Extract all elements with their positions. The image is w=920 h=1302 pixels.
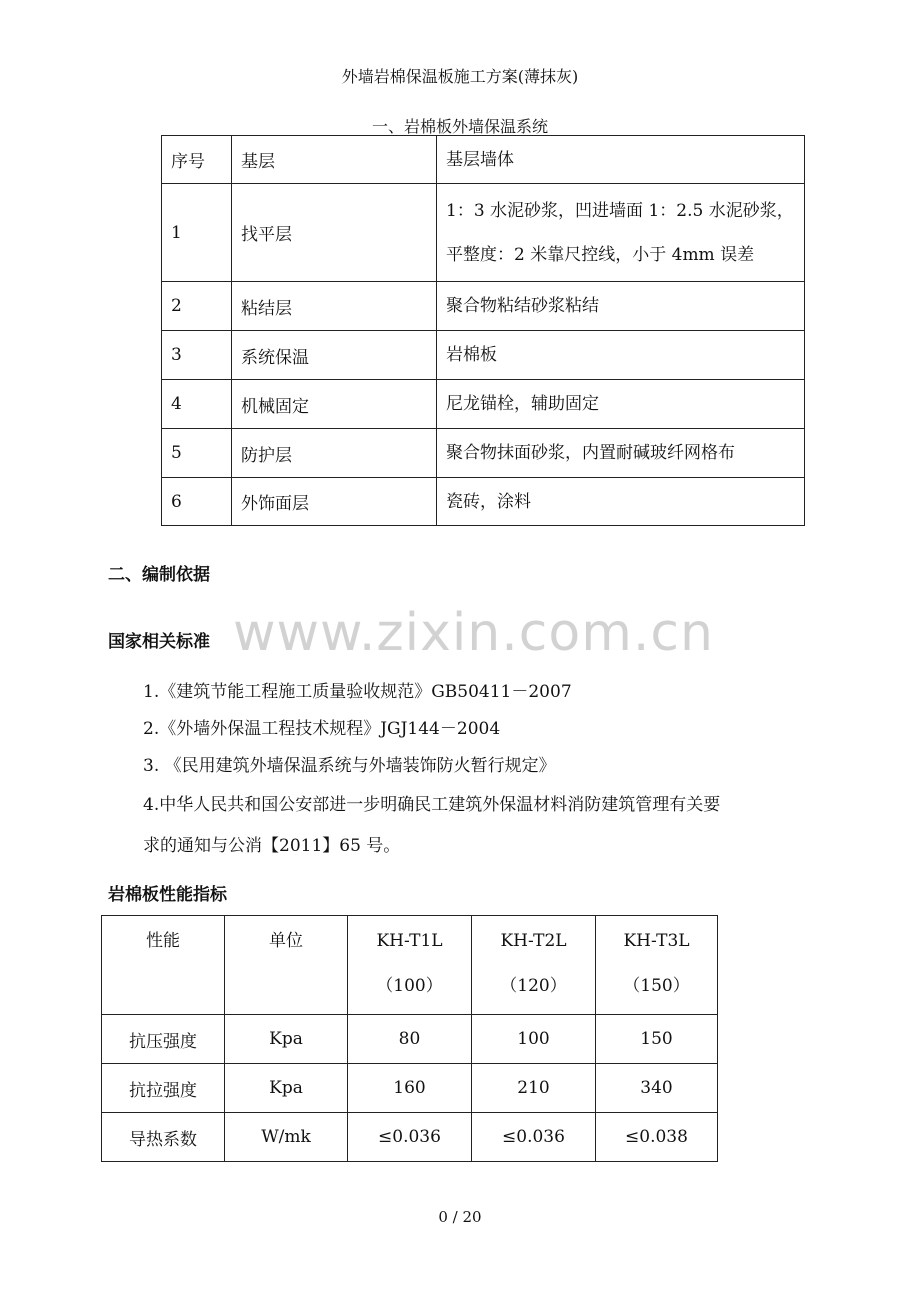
- row-desc-line: 1：3 水泥砂浆，凹进墙面 1：2.5 水泥砂浆，: [446, 200, 794, 221]
- table-row: [162, 380, 805, 429]
- row-desc: 聚合物抹面砂浆，内置耐碱玻纤网格布: [437, 429, 805, 478]
- table-row: [102, 1113, 718, 1162]
- row-layer: 粘结层: [232, 282, 437, 331]
- row-desc-line: 平整度：2 米靠尺控线，小于 4mm 误差: [446, 244, 755, 265]
- row-desc: [437, 184, 805, 282]
- unit-cell: Kpa: [225, 1015, 348, 1064]
- property-cell: 抗压强度: [102, 1015, 225, 1064]
- section2-title: 二、编制依据: [108, 565, 210, 585]
- page-number: 0 / 20: [438, 1208, 482, 1226]
- insulation-system-table: [161, 135, 805, 526]
- header-cell-text: KH-T2L: [500, 931, 567, 951]
- unit-cell: W/mk: [225, 1113, 348, 1162]
- header-cell-text: 单位: [269, 931, 303, 951]
- value-cell: 100: [472, 1015, 596, 1064]
- header-cell-text: KH-T1L: [376, 931, 443, 951]
- row-layer: 找平层: [232, 184, 437, 282]
- reference-item: 求的通知与公消【2011】65 号。: [143, 836, 401, 856]
- row-number: 6: [162, 478, 232, 526]
- document-title: 外墙岩棉保温板施工方案(薄抹灰): [341, 67, 579, 86]
- header-cell: [102, 916, 225, 1015]
- row-layer: 防护层: [232, 429, 437, 478]
- header-cell-sub: （100）: [376, 976, 443, 996]
- row-layer: 机械固定: [232, 380, 437, 429]
- value-cell: 80: [348, 1015, 472, 1064]
- table-row: [102, 1015, 718, 1064]
- row-layer: 系统保温: [232, 331, 437, 380]
- value-cell: 340: [596, 1064, 718, 1113]
- header-cell: 基层墙体: [437, 136, 805, 184]
- header-cell-text: KH-T3L: [623, 931, 690, 951]
- table-row: [162, 331, 805, 380]
- header-cell: 基层: [232, 136, 437, 184]
- row-number: 2: [162, 282, 232, 331]
- table-row: [162, 184, 805, 282]
- row-number: 5: [162, 429, 232, 478]
- table-header-row: [162, 136, 805, 184]
- header-cell: [596, 916, 718, 1015]
- header-cell: [225, 916, 348, 1015]
- row-desc: 瓷砖，涂料: [437, 478, 805, 526]
- header-cell: 序号: [162, 136, 232, 184]
- value-cell: ≤0.036: [472, 1113, 596, 1162]
- value-cell: 150: [596, 1015, 718, 1064]
- reference-item: 2.《外墙外保温工程技术规程》JGJ144－2004: [143, 719, 501, 739]
- row-number: 3: [162, 331, 232, 380]
- rockwool-performance-table: [101, 915, 718, 1162]
- header-cell-sub: （120）: [500, 976, 567, 996]
- row-desc: 聚合物粘结砂浆粘结: [437, 282, 805, 331]
- header-cell-sub: （150）: [623, 976, 690, 996]
- row-layer: 外饰面层: [232, 478, 437, 526]
- property-cell: 抗拉强度: [102, 1064, 225, 1113]
- section2-subtitle: 国家相关标准: [108, 632, 210, 652]
- value-cell: ≤0.038: [596, 1113, 718, 1162]
- reference-item: 3. 《民用建筑外墙保温系统与外墙装饰防火暂行规定》: [143, 756, 556, 776]
- row-desc: 岩棉板: [437, 331, 805, 380]
- value-cell: ≤0.036: [348, 1113, 472, 1162]
- reference-item: 1.《建筑节能工程施工质量验收规范》GB50411－2007: [143, 682, 572, 702]
- value-cell: 160: [348, 1064, 472, 1113]
- table-row: [102, 1064, 718, 1113]
- section1-title: 一、岩棉板外墙保温系统: [371, 117, 548, 136]
- table-row: [162, 429, 805, 478]
- table-row: [162, 282, 805, 331]
- header-cell-text: 性能: [146, 931, 180, 951]
- table-header-row: [102, 916, 718, 1015]
- row-desc: 尼龙锚栓，辅助固定: [437, 380, 805, 429]
- value-cell: 210: [472, 1064, 596, 1113]
- row-number: 1: [162, 184, 232, 282]
- property-cell: 导热系数: [102, 1113, 225, 1162]
- header-cell: [472, 916, 596, 1015]
- reference-item: 4.中华人民共和国公安部进一步明确民工建筑外保温材料消防建筑管理有关要: [143, 795, 721, 815]
- watermark: www.zixin.com.cn: [233, 603, 714, 663]
- table-row: [162, 478, 805, 526]
- header-cell: [348, 916, 472, 1015]
- section3-title: 岩棉板性能指标: [108, 885, 227, 905]
- unit-cell: Kpa: [225, 1064, 348, 1113]
- row-number: 4: [162, 380, 232, 429]
